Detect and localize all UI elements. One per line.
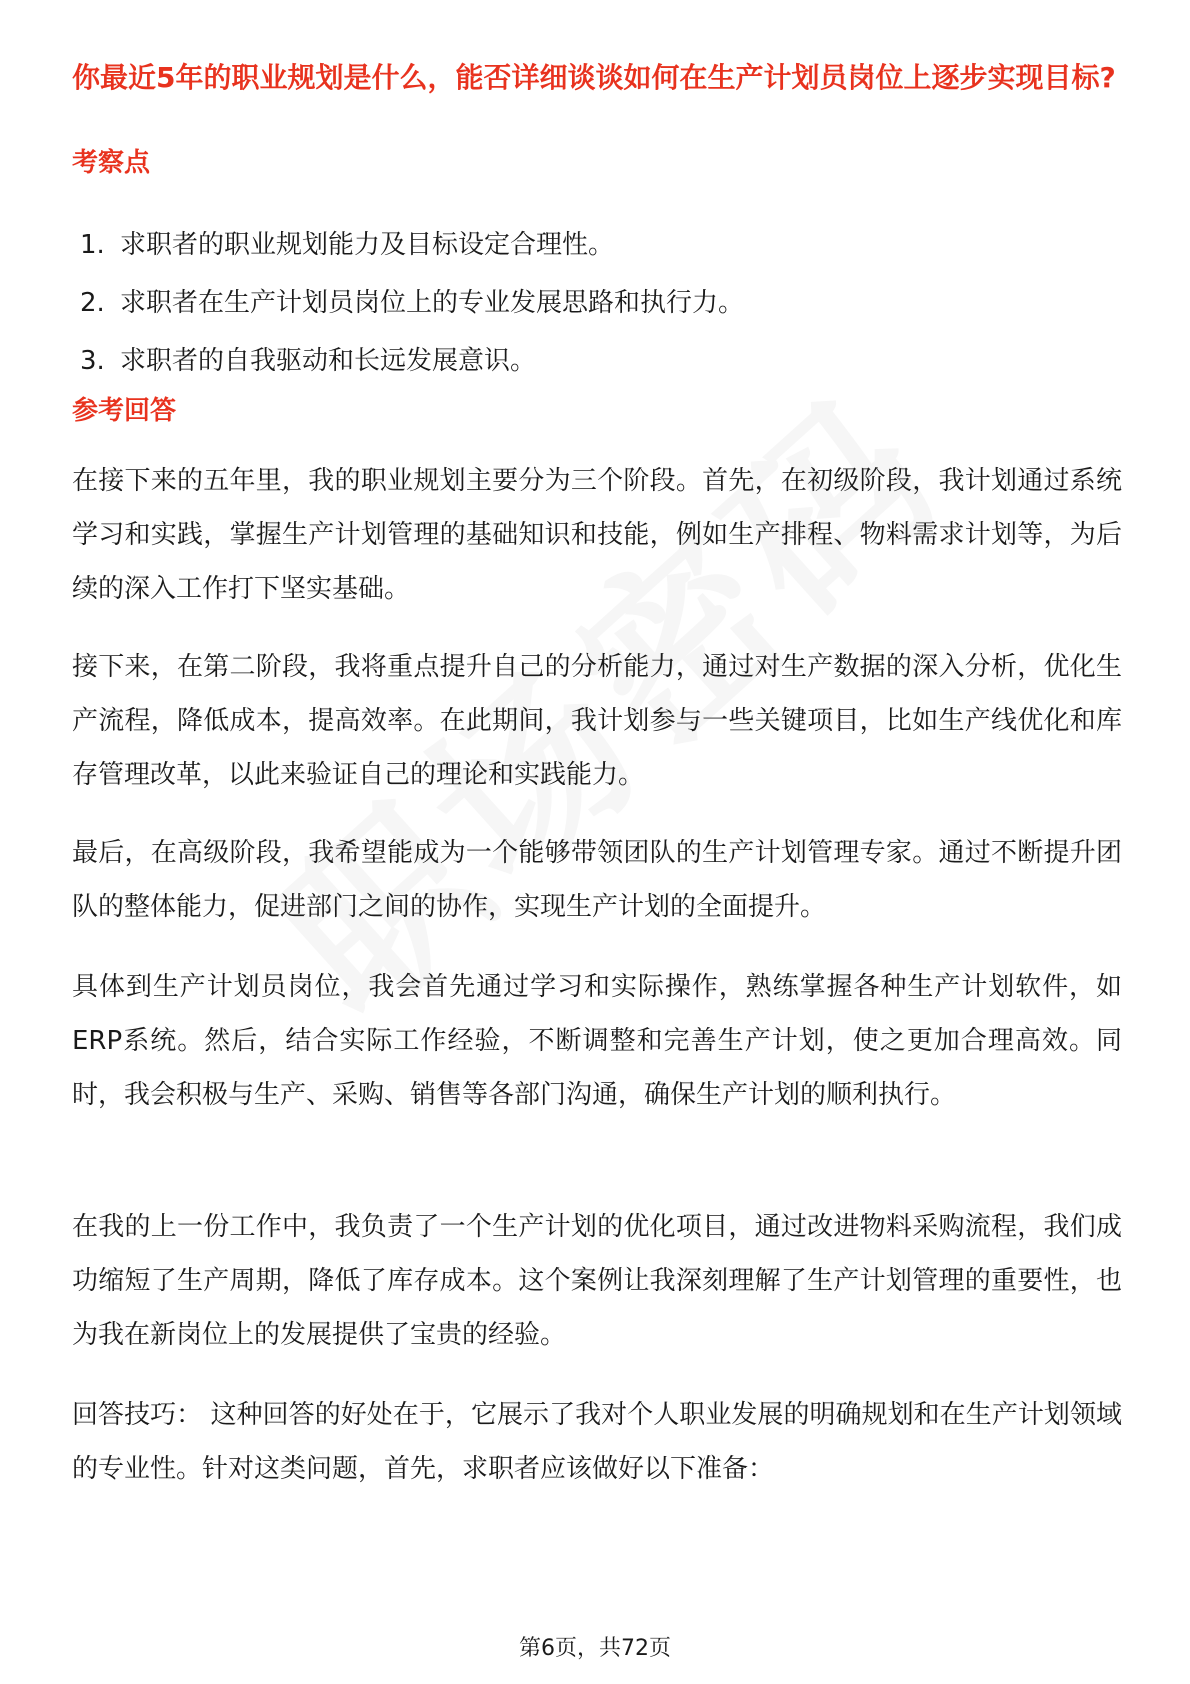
list-item-text: 求职者在生产计划员岗位上的专业发展思路和执行力。 — [120, 288, 745, 318]
question-title: 你最近5年的职业规划是什么，能否详细谈谈如何在生产计划员岗位上逐步实现目标? — [72, 61, 1116, 94]
list-item-text: 求职者的职业规划能力及目标设定合理性。 — [120, 230, 615, 260]
answer-tips-paragraph: 回答技巧： 这种回答的好处在于，它展示了我对个人职业发展的明确规划和在生产计划领域的专业性。针对这类问题，首先，求职者应该做好以下准备： — [72, 1400, 1122, 1484]
list-item-number: 2. — [80, 288, 105, 318]
exam-points-list — [80, 228, 1120, 402]
answer-paragraph-5: 在我的上一份工作中，我负责了一个生产计划的优化项目，通过改进物料采购流程，我们成功缩短了生产周期，降低了库存成本。这个案例让我深刻理解了生产计划管理的重要性，也为我在新岗位上的发展提供了宝贵的经验。 — [72, 1212, 1122, 1350]
list-item-number: 1. — [80, 230, 105, 260]
answer-paragraph-4: 具体到生产计划员岗位，我会首先通过学习和实际操作，熟练掌握各种生产计划软件，如ERP系统。然后，结合实际工作经验，不断调整和完善生产计划，使之更加合理高效。同时，我会积极与生产、采购、销售等各部门沟通，确保生产计划的顺利执行。 — [72, 972, 1122, 1110]
list-item-text: 求职者的自我驱动和长远发展意识。 — [120, 346, 537, 376]
exam-points-heading: 考察点 — [72, 148, 151, 178]
page-number-footer: 第6页，共72页 — [519, 1636, 671, 1661]
answer-heading: 参考回答 — [72, 396, 177, 426]
answer-paragraph-1: 在接下来的五年里，我的职业规划主要分为三个阶段。首先，在初级阶段，我计划通过系统学习和实践，掌握生产计划管理的基础知识和技能，例如生产排程、物料需求计划等，为后续的深入工作打下坚实基础。 — [72, 466, 1122, 604]
answer-paragraph-2: 接下来，在第二阶段，我将重点提升自己的分析能力，通过对生产数据的深入分析，优化生产流程，降低成本，提高效率。在此期间，我计划参与一些关键项目，比如生产线优化和库存管理改革，以此来验证自己的理论和实践能力。 — [72, 652, 1122, 790]
list-item-number: 3. — [80, 346, 105, 376]
list-item — [80, 344, 1120, 402]
answer-paragraph-3: 最后，在高级阶段，我希望能成为一个能够带领团队的生产计划管理专家。通过不断提升团队的整体能力，促进部门之间的协作，实现生产计划的全面提升。 — [72, 838, 1122, 922]
list-item — [80, 228, 1120, 286]
list-item — [80, 286, 1120, 344]
